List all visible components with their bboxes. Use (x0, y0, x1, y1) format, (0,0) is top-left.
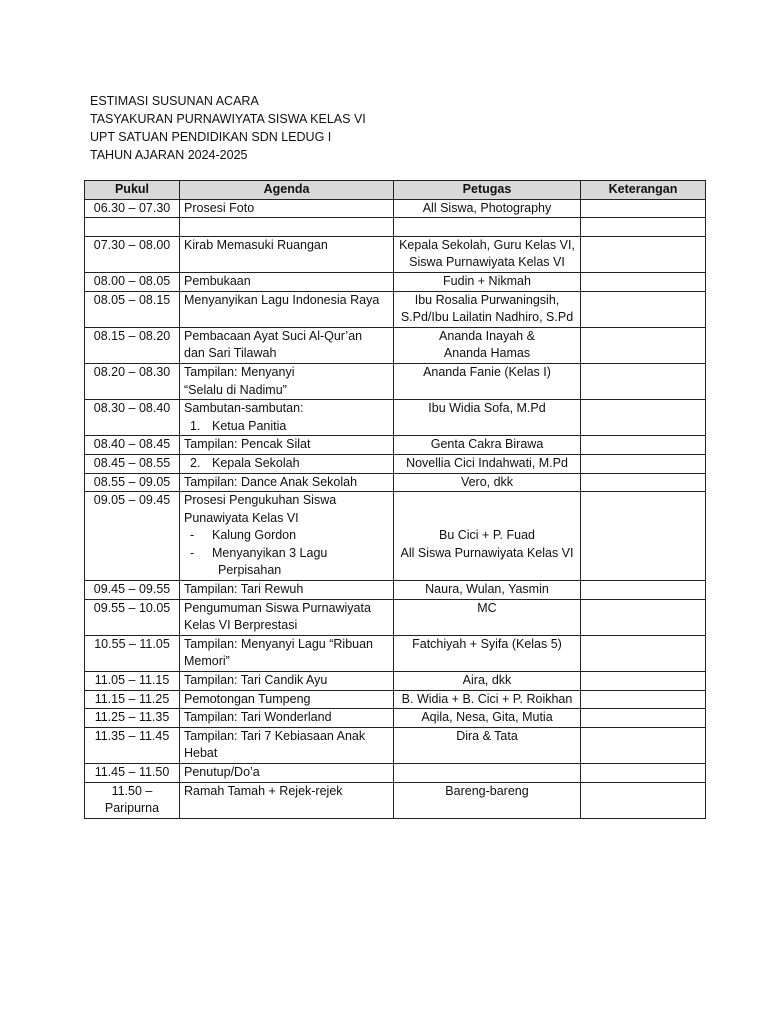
agenda-cell: Pemotongan Tumpeng (180, 690, 394, 709)
petugas-cell: Ibu Widia Sofa, M.Pd (394, 400, 581, 436)
agenda-line: Pembacaan Ayat Suci Al-Qur’an (184, 328, 363, 343)
header-event: TASYAKURAN PURNAWIYATA SISWA KELAS VI (90, 112, 366, 126)
petugas-line: Ananda Inayah & (439, 328, 535, 343)
keterangan-cell (581, 599, 706, 635)
keterangan-cell (581, 782, 706, 818)
header-year: TAHUN AJARAN 2024-2025 (90, 148, 248, 162)
agenda-cell: Tampilan: Tari Rewuh (180, 581, 394, 600)
table-row (85, 727, 706, 763)
agenda-line: Sambutan-sambutan: (184, 401, 304, 416)
agenda-cell (180, 727, 394, 763)
table-row (85, 436, 706, 455)
time-cell: 11.25 – 11.35 (85, 709, 180, 728)
time-cell (85, 782, 180, 818)
keterangan-cell (581, 272, 706, 291)
petugas-line: Kepala Sekolah, Guru Kelas VI, (399, 237, 575, 252)
time-cell: 07.30 – 08.00 (85, 236, 180, 272)
petugas-cell (394, 218, 581, 237)
petugas-cell (394, 291, 581, 327)
agenda-list-item (184, 455, 389, 473)
column-header-pukul: Pukul (85, 181, 180, 200)
agenda-cell: Tampilan: Tari Wonderland (180, 709, 394, 728)
time-cell: 06.30 – 07.30 (85, 199, 180, 218)
time-cell (85, 218, 180, 237)
petugas-cell: Novellia Cici Indahwati, M.Pd (394, 454, 581, 473)
agenda-cell (180, 635, 394, 671)
table-row (85, 400, 706, 436)
petugas-cell (394, 236, 581, 272)
agenda-line: Prosesi Pengukuhan Siswa (184, 493, 337, 508)
keterangan-cell (581, 492, 706, 581)
agenda-cell: Tampilan: Dance Anak Sekolah (180, 473, 394, 492)
agenda-list-item (184, 545, 389, 563)
petugas-cell: Fudin + Nikmah (394, 272, 581, 291)
agenda-line: Tampilan: Tari 7 Kebiasaan Anak (184, 728, 366, 743)
table-row (85, 764, 706, 783)
list-item-text: Kalung Gordon (212, 528, 297, 543)
table-row (85, 454, 706, 473)
table-row-blank (85, 218, 706, 237)
document-header (90, 92, 366, 164)
time-cell: 09.55 – 10.05 (85, 599, 180, 635)
agenda-line: Pengumuman Siswa Purnawiyata (184, 600, 371, 615)
header-school: UPT SATUAN PENDIDIKAN SDN LEDUG I (90, 130, 332, 144)
table-row (85, 327, 706, 363)
agenda-cell: Menyanyikan Lagu Indonesia Raya (180, 291, 394, 327)
keterangan-cell (581, 400, 706, 436)
time-cell: 09.05 – 09.45 (85, 492, 180, 581)
list-item-text: Menyanyikan 3 Lagu (212, 545, 328, 560)
keterangan-cell (581, 709, 706, 728)
petugas-cell: Vero, dkk (394, 473, 581, 492)
keterangan-cell (581, 291, 706, 327)
agenda-line: Punawiyata Kelas VI (184, 510, 299, 525)
petugas-line: Ananda Hamas (443, 346, 531, 361)
keterangan-cell (581, 473, 706, 492)
agenda-line: Memori” (184, 654, 230, 669)
table-row (85, 599, 706, 635)
table-row (85, 690, 706, 709)
petugas-cell: Aira, dkk (394, 672, 581, 691)
time-cell: 08.40 – 08.45 (85, 436, 180, 455)
list-marker: 2. (190, 455, 201, 470)
petugas-cell: MC (394, 599, 581, 635)
keterangan-cell (581, 764, 706, 783)
petugas-cell (394, 492, 581, 581)
agenda-list-item (184, 527, 389, 545)
keterangan-cell (581, 436, 706, 455)
petugas-cell (394, 764, 581, 783)
agenda-cell: Tampilan: Pencak Silat (180, 436, 394, 455)
time-line: Paripurna (104, 801, 160, 816)
list-marker: - (190, 545, 195, 560)
time-cell: 08.05 – 08.15 (85, 291, 180, 327)
table-row (85, 782, 706, 818)
column-header-keterangan: Keterangan (581, 181, 706, 200)
table-row (85, 272, 706, 291)
petugas-cell: All Siswa, Photography (394, 199, 581, 218)
time-cell: 11.15 – 11.25 (85, 690, 180, 709)
agenda-cell (180, 492, 394, 581)
agenda-cell (180, 327, 394, 363)
time-cell: 08.20 – 08.30 (85, 363, 180, 399)
agenda-list-item (184, 418, 389, 436)
column-header-agenda: Agenda (180, 181, 394, 200)
schedule-table (84, 180, 706, 819)
time-cell: 08.55 – 09.05 (85, 473, 180, 492)
time-cell: 08.15 – 08.20 (85, 327, 180, 363)
keterangan-cell (581, 727, 706, 763)
agenda-line: Tampilan: Menyanyi (184, 364, 295, 379)
petugas-cell: Genta Cakra Birawa (394, 436, 581, 455)
petugas-line: Siswa Purnawiyata Kelas VI (409, 255, 565, 270)
time-cell: 10.55 – 11.05 (85, 635, 180, 671)
petugas-cell: Ananda Fanie (Kelas I) (394, 363, 581, 399)
table-row (85, 363, 706, 399)
time-cell: 11.35 – 11.45 (85, 727, 180, 763)
list-marker: - (190, 528, 195, 543)
agenda-cell: Tampilan: Tari Candik Ayu (180, 672, 394, 691)
agenda-cell: Kirab Memasuki Ruangan (180, 236, 394, 272)
agenda-cell (180, 599, 394, 635)
agenda-cell: Penutup/Do’a (180, 764, 394, 783)
agenda-line: Hebat (184, 746, 218, 761)
keterangan-cell (581, 581, 706, 600)
petugas-cell: Dira & Tata (394, 727, 581, 763)
keterangan-cell (581, 199, 706, 218)
table-row (85, 709, 706, 728)
petugas-cell: Bareng-bareng (394, 782, 581, 818)
list-item-continuation: Perpisahan (218, 563, 282, 578)
petugas-cell: Naura, Wulan, Yasmin (394, 581, 581, 600)
table-row (85, 581, 706, 600)
keterangan-cell (581, 327, 706, 363)
agenda-line: “Selalu di Nadimu” (184, 382, 287, 397)
agenda-cell: Ramah Tamah + Rejek-rejek (180, 782, 394, 818)
time-cell: 08.45 – 08.55 (85, 454, 180, 473)
table-row (85, 291, 706, 327)
time-line: 11.50 – (111, 783, 153, 798)
column-header-petugas: Petugas (394, 181, 581, 200)
petugas-line: Ibu Rosalia Purwaningsih, (414, 292, 560, 307)
agenda-line: Kelas VI Berprestasi (184, 618, 298, 633)
petugas-cell (394, 327, 581, 363)
petugas-cell: Aqila, Nesa, Gita, Mutia (394, 709, 581, 728)
petugas-spacer (398, 492, 576, 527)
list-marker: 1. (190, 418, 201, 433)
petugas-line: Bu Cici + P. Fuad (438, 528, 535, 543)
keterangan-cell (581, 454, 706, 473)
keterangan-cell (581, 236, 706, 272)
table-header-row (85, 181, 706, 200)
table-row (85, 199, 706, 218)
time-cell: 08.30 – 08.40 (85, 400, 180, 436)
list-item-text: Kepala Sekolah (212, 455, 300, 470)
keterangan-cell (581, 218, 706, 237)
petugas-cell: Fatchiyah + Syifa (Kelas 5) (394, 635, 581, 671)
time-cell: 09.45 – 09.55 (85, 581, 180, 600)
agenda-cell (180, 400, 394, 436)
keterangan-cell (581, 635, 706, 671)
petugas-cell: B. Widia + B. Cici + P. Roikhan (394, 690, 581, 709)
time-cell: 11.05 – 11.15 (85, 672, 180, 691)
agenda-cell (180, 454, 394, 473)
agenda-cell: Prosesi Foto (180, 199, 394, 218)
table-row (85, 492, 706, 581)
time-cell: 11.45 – 11.50 (85, 764, 180, 783)
table-row (85, 635, 706, 671)
keterangan-cell (581, 690, 706, 709)
table-row (85, 236, 706, 272)
agenda-cell: Pembukaan (180, 272, 394, 291)
time-cell: 08.00 – 08.05 (85, 272, 180, 291)
agenda-line: dan Sari Tilawah (184, 346, 277, 361)
agenda-cell (180, 363, 394, 399)
list-item-text: Ketua Panitia (212, 418, 287, 433)
table-row (85, 672, 706, 691)
keterangan-cell (581, 363, 706, 399)
agenda-cell (180, 218, 394, 237)
agenda-line: Tampilan: Menyanyi Lagu “Ribuan (184, 636, 373, 651)
keterangan-cell (581, 672, 706, 691)
petugas-line: S.Pd/Ibu Lailatin Nadhiro, S.Pd (400, 310, 574, 325)
petugas-line: All Siswa Purnawiyata Kelas VI (400, 545, 574, 560)
header-title: ESTIMASI SUSUNAN ACARA (90, 94, 259, 108)
table-row (85, 473, 706, 492)
